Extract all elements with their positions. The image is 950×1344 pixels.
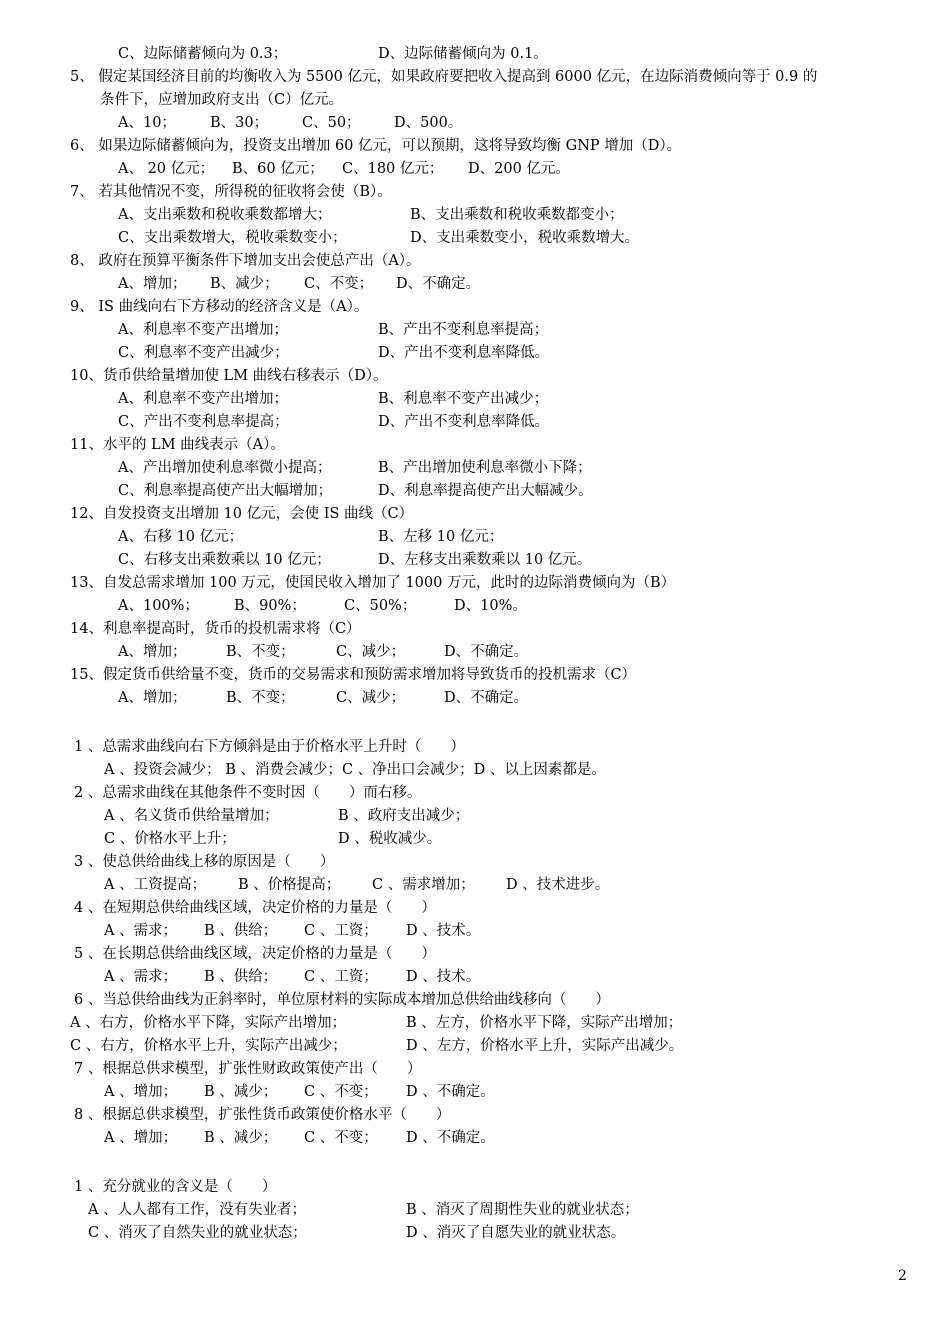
option-b: B、60 亿元； bbox=[232, 161, 324, 177]
option-c: C、右移支出乘数乘以 10 亿元； bbox=[118, 552, 331, 568]
option-a: A、支出乘数和税收乘数都增大； bbox=[118, 207, 332, 223]
option-b: B、产出不变利息率提高； bbox=[378, 322, 549, 338]
option-d: D 、技术。 bbox=[406, 923, 481, 939]
option-b: B 、供给； bbox=[204, 923, 278, 939]
option-d: D 、技术。 bbox=[406, 969, 481, 985]
option-a: A、增加； bbox=[118, 690, 187, 706]
option-d: D、500。 bbox=[394, 115, 463, 131]
part2-question-5-stem: 5 、在长期总供给曲线区域，决定价格的力量是（ ） bbox=[74, 946, 436, 962]
option-d: D 、消灭了自愿失业的就业状态。 bbox=[406, 1225, 626, 1241]
option-c: C 、价格水平上升； bbox=[104, 831, 236, 847]
option-c: C、50； bbox=[302, 115, 361, 131]
part2-question-2-stem: 2 、总需求曲线在其他条件不变时因（ ）而右移。 bbox=[74, 785, 422, 801]
part3-question-1-stem: 1 、充分就业的含义是（ ） bbox=[74, 1179, 277, 1195]
option-a: A 、需求； bbox=[104, 923, 178, 939]
option-a: A、100%； bbox=[118, 598, 199, 614]
option-c: C 、不变； bbox=[304, 1084, 378, 1100]
option-a: A 、人人都有工作，没有失业者； bbox=[88, 1202, 307, 1218]
option-d: D 、不确定。 bbox=[406, 1084, 495, 1100]
option-a: A 、工资提高； bbox=[104, 877, 207, 893]
option-d: D 、税收减少。 bbox=[338, 831, 442, 847]
option-b: B、减少； bbox=[210, 276, 279, 292]
option-b: B 、减少； bbox=[204, 1084, 278, 1100]
option-a: A、增加； bbox=[118, 276, 187, 292]
option-b: B 、价格提高； bbox=[238, 877, 341, 893]
question-9-stem: 9、 IS 曲线向右下方移动的经济含义是（A）。 bbox=[70, 299, 369, 315]
question-8-stem: 8、 政府在预算平衡条件下增加支出会使总产出（A）。 bbox=[70, 253, 421, 269]
part2-question-4-stem: 4 、在短期总供给曲线区域，决定价格的力量是（ ） bbox=[74, 900, 436, 916]
option-c: C、50%； bbox=[344, 598, 417, 614]
part2-question-6-stem: 6 、当总供给曲线为正斜率时，单位原材料的实际成本增加总供给曲线移向（ ） bbox=[74, 992, 610, 1008]
option-d: D、支出乘数变小，税收乘数增大。 bbox=[410, 230, 640, 246]
question-13-stem: 13、自发总需求增加 100 万元，使国民收入增加了 1000 万元，此时的边际消费倾向为（B） bbox=[70, 575, 676, 591]
option-b: B、产出增加使利息率微小下降； bbox=[378, 460, 592, 476]
option-a: A 、右方，价格水平下降，实际产出增加； bbox=[70, 1015, 347, 1031]
option-b: B 、减少； bbox=[204, 1130, 278, 1146]
option-c: C 、工资； bbox=[304, 969, 378, 985]
option-d: D 、技术进步。 bbox=[506, 877, 610, 893]
option-d: D、产出不变利息率降低。 bbox=[378, 414, 550, 430]
option-c: C 、工资； bbox=[304, 923, 378, 939]
option-c: C、产出不变利息率提高； bbox=[118, 414, 289, 430]
option-d: D、产出不变利息率降低。 bbox=[378, 345, 550, 361]
question-7-stem: 7、 若其他情况不变，所得税的征收将会使（B）。 bbox=[70, 184, 392, 200]
option-b: B、支出乘数和税收乘数都变小； bbox=[410, 207, 624, 223]
part2-question-1-stem: 1 、总需求曲线向右下方倾斜是由于价格水平上升时（ ） bbox=[74, 739, 465, 755]
option-a: A、右移 10 亿元； bbox=[118, 529, 244, 545]
option-d: D、利息率提高使产出大幅减少。 bbox=[378, 483, 593, 499]
option-c: C、利息率不变产出减少； bbox=[118, 345, 289, 361]
option-d: D 、不确定。 bbox=[406, 1130, 495, 1146]
question-11-stem: 11、水平的 LM 曲线表示（A）。 bbox=[70, 437, 285, 453]
option-d: D、10%。 bbox=[454, 598, 527, 614]
option-d: D 、左方，价格水平上升，实际产出减少。 bbox=[406, 1038, 684, 1054]
option-b: B 、供给； bbox=[204, 969, 278, 985]
option-d: D、左移支出乘数乘以 10 亿元。 bbox=[378, 552, 592, 568]
option-b: B 、政府支出减少； bbox=[338, 808, 470, 824]
option-a: A 、增加； bbox=[104, 1130, 178, 1146]
option-c: C、边际储蓄倾向为 0.3； bbox=[118, 46, 288, 62]
option-a: A、增加； bbox=[118, 644, 187, 660]
option-c: C、支出乘数增大，税收乘数变小； bbox=[118, 230, 347, 246]
option-c: C、不变； bbox=[304, 276, 374, 292]
option-a: A、 20 亿元； bbox=[118, 161, 215, 177]
option-b: B、利息率不变产出减少； bbox=[378, 391, 549, 407]
part2-question-1-options: A 、投资会减少； B 、消费会减少；C 、净出口会减少；D 、以上因素都是。 bbox=[104, 762, 606, 778]
question-10-stem: 10、货币供给量增加使 LM 曲线右移表示（D）。 bbox=[70, 368, 388, 384]
option-d: D、不确定。 bbox=[444, 690, 529, 706]
option-a: A 、需求； bbox=[104, 969, 178, 985]
option-c: C、180 亿元； bbox=[342, 161, 444, 177]
option-a: A 、名义货币供给量增加； bbox=[104, 808, 279, 824]
option-c: C 、不变； bbox=[304, 1130, 378, 1146]
option-d: D、边际储蓄倾向为 0.1。 bbox=[378, 46, 548, 62]
option-b: B、90%； bbox=[234, 598, 306, 614]
option-d: D、不确定。 bbox=[444, 644, 529, 660]
option-c: C、利息率提高使产出大幅增加； bbox=[118, 483, 333, 499]
option-d: D、不确定。 bbox=[396, 276, 481, 292]
option-b: B、30； bbox=[210, 115, 269, 131]
option-c: C 、右方，价格水平上升，实际产出减少； bbox=[70, 1038, 347, 1054]
option-a: A 、增加； bbox=[104, 1084, 178, 1100]
option-b: B、不变； bbox=[226, 690, 295, 706]
option-b: B 、消灭了周期性失业的就业状态； bbox=[406, 1202, 639, 1218]
option-a: A、利息率不变产出增加； bbox=[118, 391, 288, 407]
option-c: C 、消灭了自然失业的就业状态； bbox=[88, 1225, 307, 1241]
option-c: C、减少； bbox=[336, 644, 406, 660]
option-c: C 、需求增加； bbox=[372, 877, 475, 893]
question-5-stem: 5、 假定某国经济目前的均衡收入为 5500 亿元，如果政府要把收入提高到 6000 亿元，在边际消费倾向等于 0.9 的 bbox=[70, 69, 818, 85]
part2-question-8-stem: 8 、根据总供求模型，扩张性货币政策使价格水平（ ） bbox=[74, 1107, 451, 1123]
question-6-stem: 6、 如果边际储蓄倾向为，投资支出增加 60 亿元，可以预期，这将导致均衡 GNP 增加（D）。 bbox=[70, 138, 682, 154]
question-12-stem: 12、自发投资支出增加 10 亿元，会使 IS 曲线（C） bbox=[70, 506, 414, 522]
option-a: A、利息率不变产出增加； bbox=[118, 322, 288, 338]
option-a: A、10； bbox=[118, 115, 176, 131]
option-c: C、减少； bbox=[336, 690, 406, 706]
option-d: D、200 亿元。 bbox=[468, 161, 570, 177]
question-5-stem-cont: 条件下，应增加政府支出（C）亿元。 bbox=[100, 92, 344, 108]
option-b: B、左移 10 亿元； bbox=[378, 529, 504, 545]
option-b: B、不变； bbox=[226, 644, 295, 660]
option-b: B 、左方，价格水平下降，实际产出增加； bbox=[406, 1015, 683, 1031]
page-number: 2 bbox=[898, 1268, 907, 1284]
question-14-stem: 14、利息率提高时，货币的投机需求将（C） bbox=[70, 621, 361, 637]
option-a: A、产出增加使利息率微小提高； bbox=[118, 460, 332, 476]
part2-question-3-stem: 3 、使总供给曲线上移的原因是（ ） bbox=[74, 854, 335, 870]
part2-question-7-stem: 7 、根据总供求模型，扩张性财政政策使产出（ ） bbox=[74, 1061, 422, 1077]
question-15-stem: 15、假定货币供给量不变，货币的交易需求和预防需求增加将导致货币的投机需求（C） bbox=[70, 667, 637, 683]
